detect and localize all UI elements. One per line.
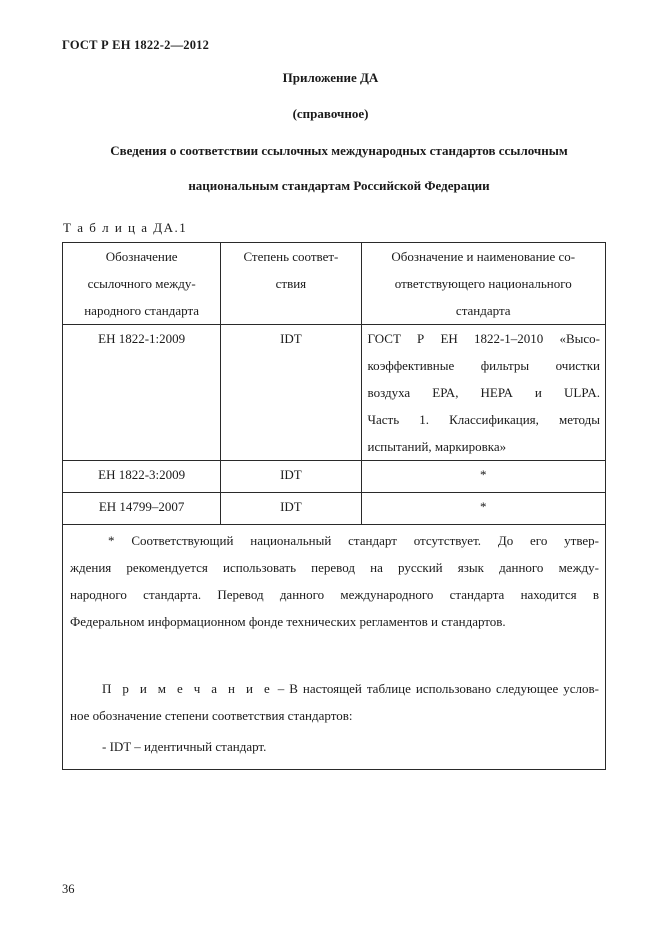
national-line: испытаний, маркировка» <box>367 439 507 454</box>
note-label: П р и м е ч а н и е <box>102 681 273 696</box>
cell-national <box>361 325 605 461</box>
annex-subtitle: (справочное) <box>292 106 369 121</box>
table-footnote-row <box>63 525 606 770</box>
table-label: Т а б л и ц а ДА.1 <box>63 220 188 235</box>
header-degree <box>221 243 361 325</box>
cell-degree: IDT <box>221 493 361 525</box>
table-header-row <box>63 243 606 325</box>
footnote-line: * Соответствующий национальный стандарт отсутствует. До его утвер- <box>108 533 599 548</box>
note-line: ное обозначение степени соответствия стандартов: <box>70 708 353 723</box>
footnote-line: народного стандарта. Перевод данного международного стандарта находится в <box>70 587 599 602</box>
header-national-standard <box>361 243 605 325</box>
table-footnote-cell <box>63 525 606 770</box>
header-ref-line: Обозначение <box>105 249 178 264</box>
footnote <box>70 527 599 635</box>
annex-title: Приложение ДА <box>282 70 379 85</box>
note-text: – В настоящей таблице использовано следующее услов- <box>272 681 600 696</box>
table-row <box>63 325 606 461</box>
note-item: - IDT – идентичный стандарт. <box>102 739 267 754</box>
cell-ref: ЕН 1822-3:2009 <box>63 461 221 493</box>
footnote-line: ждения рекомендуется использовать перевод на русский язык данного между- <box>70 560 599 575</box>
table-row <box>63 493 606 525</box>
cell-national: * <box>361 493 605 525</box>
table-row <box>63 461 606 493</box>
annex-heading-line2: национальным стандартам Российской Федерации <box>188 178 490 193</box>
correspondence-table <box>62 242 606 770</box>
document-code: ГОСТ Р ЕН 1822-2—2012 <box>62 38 210 52</box>
header-degree-line: Степень соответ- <box>243 249 339 264</box>
cell-ref: ЕН 14799–2007 <box>63 493 221 525</box>
cell-degree: IDT <box>221 325 361 461</box>
national-line: коэффективные фильтры очистки <box>367 358 600 373</box>
footnote-line: Федеральном информационном фонде технических регламентов и стандартов. <box>70 614 506 629</box>
header-national-line: ответствующего национального <box>394 276 572 291</box>
header-ref-line: ссылочного между- <box>87 276 196 291</box>
cell-degree: IDT <box>221 461 361 493</box>
page-number: 36 <box>62 882 75 896</box>
cell-ref: ЕН 1822-1:2009 <box>63 325 221 461</box>
header-ref-standard <box>63 243 221 325</box>
national-line: ГОСТ Р ЕН 1822-1–2010 «Высо- <box>367 331 600 346</box>
cell-national: * <box>361 461 605 493</box>
note-line <box>70 675 599 702</box>
header-ref-line: народного стандарта <box>84 303 200 318</box>
annex-heading-line1: Сведения о соответствии ссылочных международных стандартов ссылочным <box>110 143 568 158</box>
header-national-line: Обозначение и наименование со- <box>391 249 576 264</box>
national-line: воздуха ЕРА, НЕРА и ULPA. <box>367 385 600 400</box>
header-national-line: стандарта <box>455 303 511 318</box>
header-degree-line: ствия <box>275 276 307 291</box>
national-line: Часть 1. Классификация, методы <box>367 412 600 427</box>
